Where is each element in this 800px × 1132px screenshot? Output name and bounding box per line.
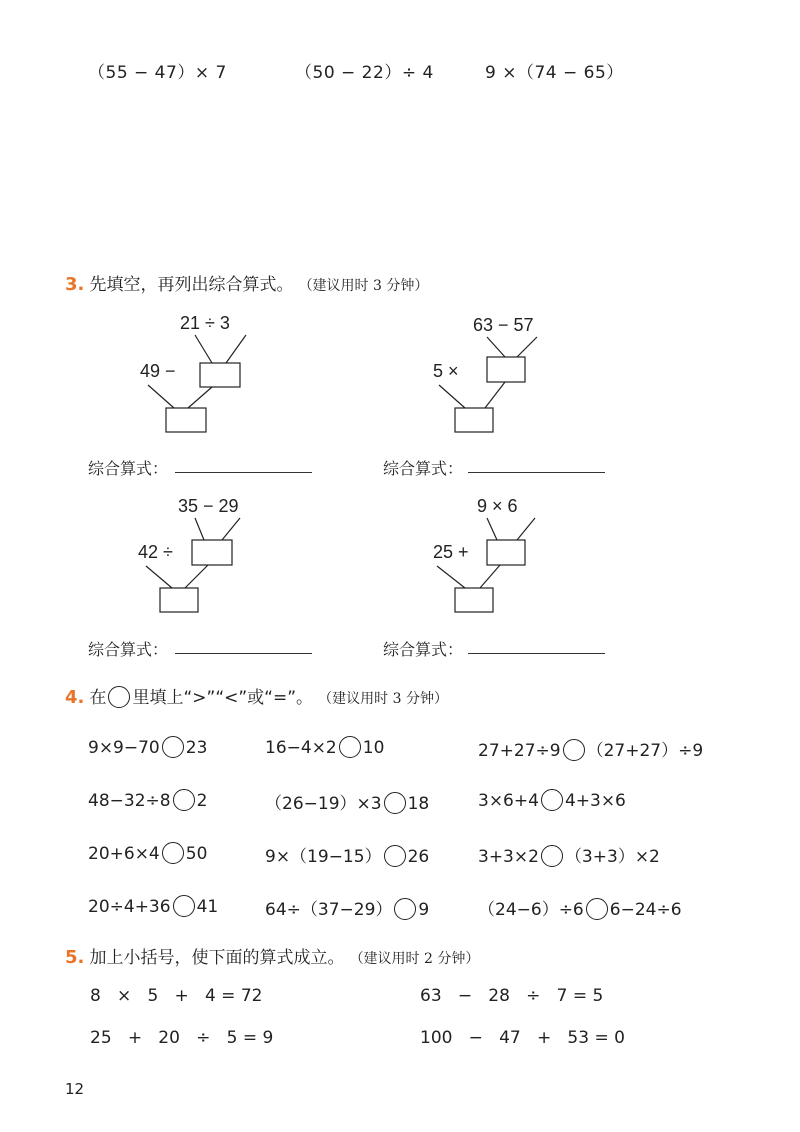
section4-title-b: 里填上“>”“<”或“=”。 <box>132 688 314 708</box>
page-number: 12 <box>65 1080 85 1098</box>
section3-hint: （建议用时 3 分钟） <box>298 278 429 294</box>
section3-header <box>65 270 428 295</box>
section4-header <box>65 683 448 708</box>
calc-tree-3 <box>130 488 270 618</box>
combined-formula-label-3: 综合算式： <box>88 640 169 659</box>
tree1-left: 49 − <box>140 361 176 381</box>
comparison-circle[interactable] <box>541 789 563 811</box>
section5-header <box>65 943 479 968</box>
tree2-top: 63 − 57 <box>473 315 534 335</box>
tree1-result-box[interactable] <box>166 408 206 432</box>
comparison-left: 3×6+4 <box>478 791 539 811</box>
tree2-result-box[interactable] <box>455 408 493 432</box>
comparison-circle[interactable] <box>394 898 416 920</box>
combined-formula-line-2[interactable] <box>468 472 605 473</box>
comparison-right: （27+27）÷9 <box>586 741 704 761</box>
section4-number: 4. <box>65 687 85 708</box>
comparison-right: 6−24÷6 <box>609 900 682 920</box>
equation-4: 100 − 47 + 53 = 0 <box>420 1028 625 1048</box>
combined-formula-line-3[interactable] <box>175 653 312 654</box>
comparison-left: 16−4×2 <box>265 738 337 758</box>
comparison-right: 9 <box>418 900 430 920</box>
comparison-left: 27+27÷9 <box>478 741 561 761</box>
comparison-circle[interactable] <box>563 739 585 761</box>
tree1-answer-box[interactable] <box>200 363 240 387</box>
combined-formula-label-1: 综合算式： <box>88 459 169 478</box>
comparison-left: （26−19）×3 <box>265 794 382 814</box>
combined-formula-label-2: 综合算式： <box>383 459 464 478</box>
comparison-right: 23 <box>185 738 208 758</box>
comparison-circle[interactable] <box>541 845 563 867</box>
comparison-circle[interactable] <box>384 792 406 814</box>
comparison-right: 26 <box>407 847 430 867</box>
comparison-circle[interactable] <box>162 842 184 864</box>
circle-icon <box>108 686 130 708</box>
comparison-item <box>265 895 429 920</box>
comparison-left: 64÷（37−29） <box>265 900 393 920</box>
comparison-left: 20÷4+36 <box>88 897 171 917</box>
comparison-item <box>88 842 207 864</box>
comparison-right: 4+3×6 <box>564 791 626 811</box>
comparison-circle[interactable] <box>586 898 608 920</box>
comparison-item <box>478 789 626 811</box>
comparison-left: 9×9−70 <box>88 738 160 758</box>
equation-1: 8 × 5 + 4 = 72 <box>90 986 263 1006</box>
comparison-item <box>265 789 429 814</box>
comparison-right: 2 <box>196 791 208 811</box>
comparison-left: 9×（19−15） <box>265 847 382 867</box>
comparison-right: （3+3）×2 <box>564 847 660 867</box>
calc-tree-4 <box>425 488 575 618</box>
section3-title: 先填空，再列出综合算式。 <box>89 275 294 295</box>
tree2-answer-box[interactable] <box>487 357 525 382</box>
combined-formula-line-1[interactable] <box>175 472 312 473</box>
tree4-answer-box[interactable] <box>487 540 525 565</box>
comparison-circle[interactable] <box>162 736 184 758</box>
comparison-item <box>265 842 429 867</box>
top-expression-2: （50 − 22）÷ 4 <box>295 63 434 83</box>
tree4-result-box[interactable] <box>455 588 493 612</box>
comparison-left: （24−6）÷6 <box>478 900 584 920</box>
section4-title-a: 在 <box>89 688 107 708</box>
tree4-top: 9 × 6 <box>477 496 518 516</box>
comparison-right: 18 <box>407 794 430 814</box>
combined-formula-label-4: 综合算式： <box>383 640 464 659</box>
tree1-top: 21 ÷ 3 <box>180 313 230 333</box>
comparison-item <box>88 895 218 917</box>
tree4-left: 25 + <box>433 542 469 562</box>
section5-title: 加上小括号，使下面的算式成立。 <box>89 948 345 968</box>
comparison-right: 10 <box>362 738 385 758</box>
top-expression-3: 9 ×（74 − 65） <box>485 63 624 83</box>
tree3-answer-box[interactable] <box>192 540 232 565</box>
comparison-item <box>265 736 384 758</box>
comparison-item <box>478 736 703 761</box>
comparison-right: 50 <box>185 844 208 864</box>
tree3-left: 42 ÷ <box>138 542 173 562</box>
comparison-left: 3+3×2 <box>478 847 539 867</box>
tree3-top: 35 − 29 <box>178 496 239 516</box>
equation-3: 25 + 20 ÷ 5 = 9 <box>90 1028 274 1048</box>
comparison-item <box>478 895 682 920</box>
equation-2: 63 − 28 ÷ 7 = 5 <box>420 986 604 1006</box>
comparison-circle[interactable] <box>384 845 406 867</box>
combined-formula-line-4[interactable] <box>468 653 605 654</box>
calc-tree-2 <box>425 305 575 435</box>
comparison-item <box>478 842 660 867</box>
section3-number: 3. <box>65 274 85 295</box>
section4-hint: （建议用时 3 分钟） <box>318 691 448 707</box>
comparison-left: 48−32÷8 <box>88 791 171 811</box>
calc-tree-1 <box>130 305 270 435</box>
comparison-circle[interactable] <box>339 736 361 758</box>
tree2-left: 5 × <box>433 361 459 381</box>
comparison-item <box>88 736 207 758</box>
comparison-right: 41 <box>196 897 219 917</box>
comparison-left: 20+6×4 <box>88 844 160 864</box>
comparison-circle[interactable] <box>173 895 195 917</box>
section5-number: 5. <box>65 947 85 968</box>
comparison-item <box>88 789 207 811</box>
tree3-result-box[interactable] <box>160 588 198 612</box>
top-expression-1: （55 − 47）× 7 <box>88 63 227 83</box>
section5-hint: （建议用时 2 分钟） <box>349 951 480 967</box>
comparison-circle[interactable] <box>173 789 195 811</box>
